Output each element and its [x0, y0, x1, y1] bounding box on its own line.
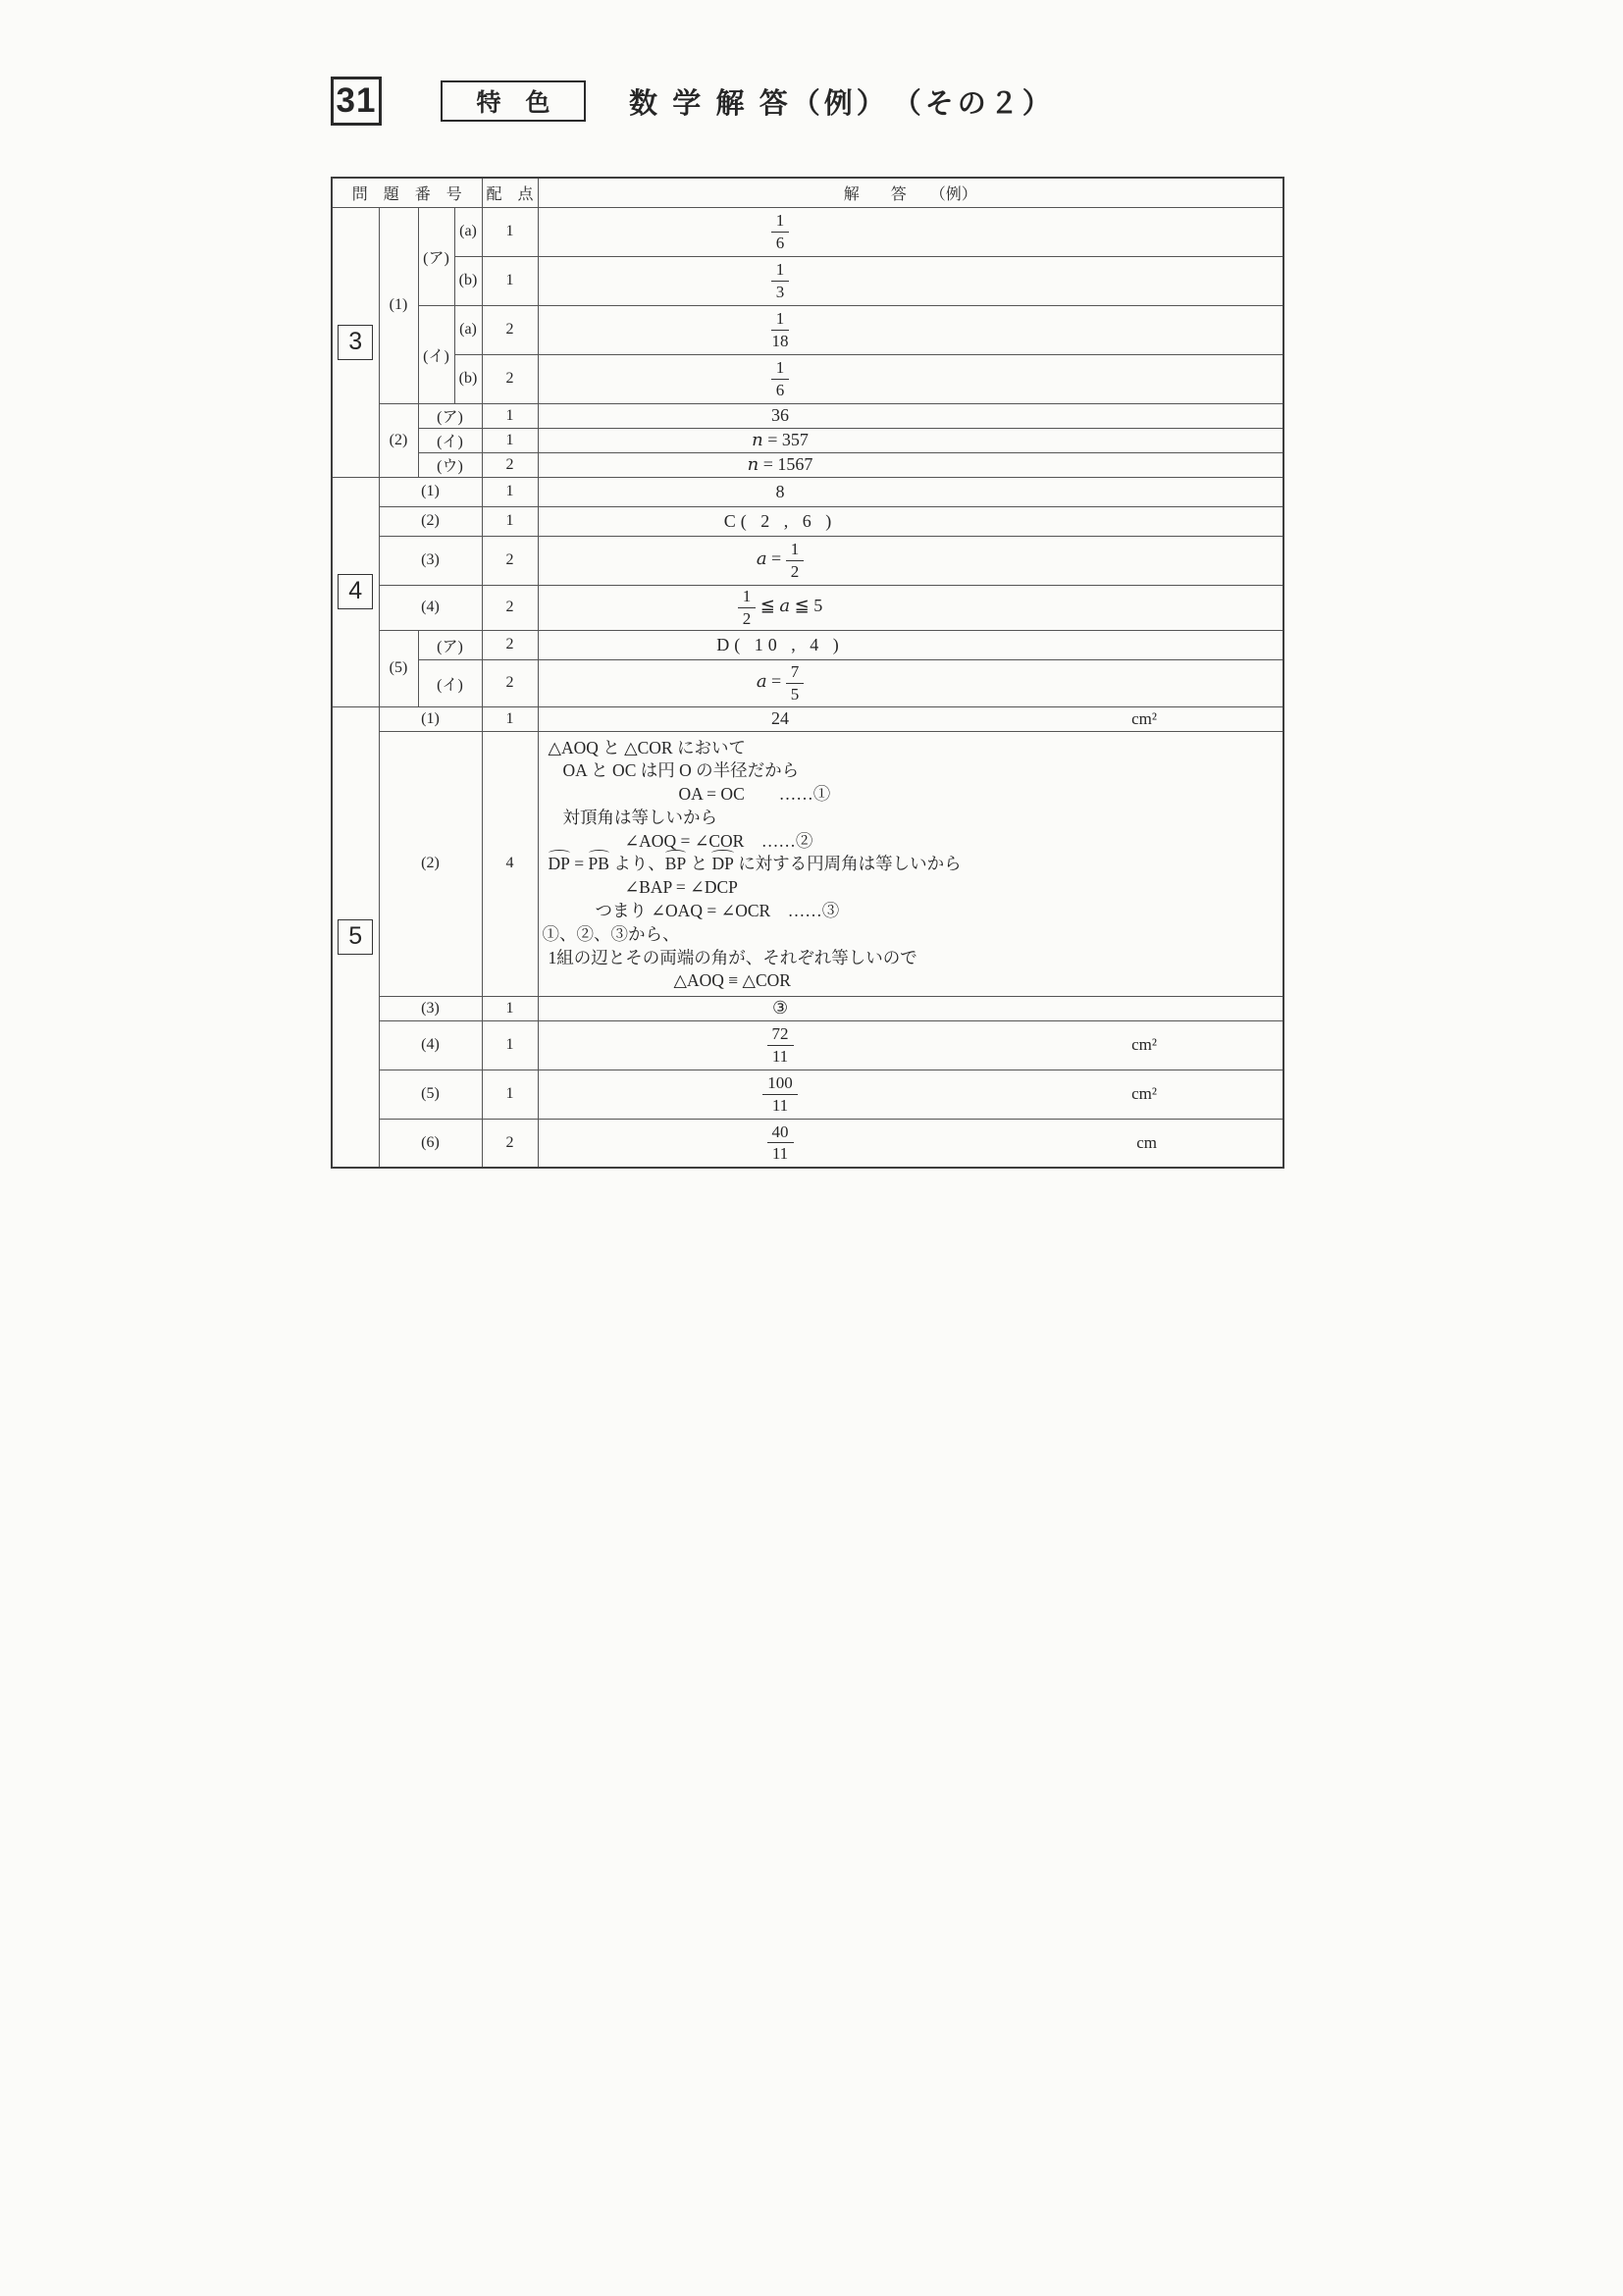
fraction: $\frac{1}{6}$ — [771, 211, 790, 252]
table-row — [332, 630, 1283, 659]
p3-part1-ki-a-label: (a) — [454, 305, 482, 354]
p3-part1-ki-label: (イ) — [418, 305, 454, 403]
equals-sign: = — [766, 548, 786, 569]
proof-text: と — [686, 854, 712, 874]
table-row — [332, 1119, 1283, 1168]
p3-part1-ka-b-answer — [538, 256, 1283, 305]
problem4-number-cell — [332, 477, 379, 706]
answer-text: = 1567 — [759, 454, 813, 474]
answer-value — [539, 309, 1022, 350]
p3-part2-ki-label: (イ) — [418, 428, 482, 452]
answer-value: ③ — [771, 998, 789, 1018]
proof-line-arcs — [539, 853, 1278, 876]
fraction: $\frac{40}{11}$ — [767, 1122, 794, 1164]
p3-part1-ka-a-points: 1 — [482, 207, 538, 256]
answer-value — [539, 430, 1022, 450]
unit-label: cm² — [1131, 1035, 1157, 1054]
table-row — [332, 659, 1283, 706]
p4-part1-label: (1) — [379, 477, 482, 506]
p5-part3-answer — [538, 996, 1283, 1020]
p4-part5-label: (5) — [379, 630, 418, 706]
page-header — [331, 77, 1055, 126]
proof-line: ∠AOQ = ∠COR ……② — [624, 830, 813, 851]
math-variable: n — [747, 454, 759, 475]
answer-value: C( 2 , 6 ) — [723, 510, 837, 531]
p4-part5-ka-points: 2 — [482, 630, 538, 659]
p3-part1-label: (1) — [379, 207, 418, 403]
answer-value: 36 — [771, 405, 789, 425]
proof-line: つまり ∠OAQ = ∠OCR ……③ — [595, 901, 840, 921]
p3-part1-ka-b-points: 1 — [482, 256, 538, 305]
math-variable: a — [779, 596, 791, 617]
answer-value — [539, 587, 1022, 628]
p4-part2-points: 1 — [482, 506, 538, 536]
fraction: $\frac{1}{6}$ — [771, 358, 790, 399]
p3-part1-ka-a-answer — [538, 207, 1283, 256]
proof-text: より、 — [608, 854, 665, 874]
p5-part1-label: (1) — [379, 706, 482, 731]
answer-value — [539, 662, 1022, 704]
p3-part1-ki-a-points: 2 — [482, 305, 538, 354]
unit-label: cm² — [1131, 708, 1157, 728]
p4-part5-ki-points: 2 — [482, 659, 538, 706]
unit-label: cm — [1136, 1132, 1157, 1152]
fraction: $\frac{1}{18}$ — [771, 308, 789, 350]
table-row — [332, 1070, 1283, 1119]
answer-value — [539, 454, 1022, 475]
proof-line: ∠BAP = ∠DCP — [624, 877, 738, 898]
math-variable: a — [756, 548, 767, 570]
answer-value: D( 10 , 4 ) — [716, 634, 844, 654]
fraction: $\frac{100}{11}$ — [762, 1073, 798, 1115]
table-row — [332, 706, 1283, 731]
arc-bp: BP — [665, 853, 686, 876]
proof-line: △AOQ と △COR において — [548, 737, 746, 757]
table-row — [332, 305, 1283, 354]
math-variable: a — [756, 671, 767, 693]
p5-part4-label: (4) — [379, 1020, 482, 1070]
proof-line: OA と OC は円 O の半径だから — [562, 760, 800, 781]
p5-part2-proof — [538, 731, 1283, 996]
p3-part1-ka-b-label: (b) — [454, 256, 482, 305]
p3-part2-ki-points: 1 — [482, 428, 538, 452]
inequality-tail: ≦ 5 — [790, 596, 823, 616]
fraction: $\frac{1}{2}$ — [786, 540, 805, 581]
problem4-number: 4 — [338, 574, 373, 609]
table-row — [332, 731, 1283, 996]
arc-dp2: DP — [711, 853, 733, 876]
answer-value — [539, 1073, 1022, 1115]
arc-pb: PB — [589, 853, 609, 876]
p3-part2-ki-answer — [538, 428, 1283, 452]
category-box — [441, 80, 586, 122]
p3-part1-ki-b-points: 2 — [482, 354, 538, 403]
p5-part2-points: 4 — [482, 731, 538, 996]
proof-line: △AOQ ≡ △COR — [673, 970, 791, 991]
answer-value — [539, 260, 1022, 301]
table-header-row — [332, 178, 1283, 207]
answer-text: = 357 — [762, 430, 809, 449]
proof-line: ①、②、③から、 — [542, 923, 680, 944]
fraction: $\frac{72}{11}$ — [767, 1024, 794, 1066]
table-row — [332, 477, 1283, 506]
p3-part2-ku-label: (ウ) — [418, 452, 482, 477]
p4-part4-label: (4) — [379, 585, 482, 630]
p3-part1-ka-a-label: (a) — [454, 207, 482, 256]
problem3-number-cell — [332, 207, 379, 477]
p5-part4-points: 1 — [482, 1020, 538, 1070]
p4-part4-points: 2 — [482, 585, 538, 630]
page-title: 数 学 解 答（例） （その２） — [629, 87, 1055, 120]
problem5-number: 5 — [338, 919, 373, 955]
table-row — [332, 536, 1283, 585]
answer-value: 8 — [775, 481, 785, 501]
p4-part5-ka-answer — [538, 630, 1283, 659]
p4-part5-ka-label: (ア) — [418, 630, 482, 659]
answer-value — [539, 211, 1022, 252]
answer-value — [539, 1024, 1022, 1066]
col-header-points: 配 点 — [482, 178, 538, 207]
exam-number-box — [331, 77, 382, 126]
table-row — [332, 403, 1283, 428]
equals-sign: = — [766, 671, 786, 692]
answer-value — [539, 358, 1022, 399]
p5-part5-answer — [538, 1070, 1283, 1119]
answer-value: 24 — [771, 708, 789, 728]
p4-part3-answer — [538, 536, 1283, 585]
table-row — [332, 354, 1283, 403]
answer-value — [539, 1122, 1022, 1164]
proof-line: 1組の辺とその両端の角が、それぞれ等しいので — [548, 947, 917, 967]
problem5-number-cell — [332, 706, 379, 1168]
p4-part1-points: 1 — [482, 477, 538, 506]
table-row — [332, 256, 1283, 305]
p3-part2-ka-answer — [538, 403, 1283, 428]
table-row — [332, 585, 1283, 630]
p4-part2-label: (2) — [379, 506, 482, 536]
p5-part6-answer — [538, 1119, 1283, 1168]
answer-table — [331, 177, 1284, 1169]
col-header-number: 問 題 番 号 — [332, 178, 482, 207]
table-row — [332, 1020, 1283, 1070]
p4-part5-ki-label: (イ) — [418, 659, 482, 706]
p4-part3-label: (3) — [379, 536, 482, 585]
p5-part3-points: 1 — [482, 996, 538, 1020]
p3-part2-ka-label: (ア) — [418, 403, 482, 428]
problem3-number: 3 — [338, 325, 373, 360]
p5-part6-points: 2 — [482, 1119, 538, 1168]
p3-part2-label: (2) — [379, 403, 418, 477]
p4-part3-points: 2 — [482, 536, 538, 585]
p5-part5-points: 1 — [482, 1070, 538, 1119]
p5-part1-points: 1 — [482, 706, 538, 731]
p5-part2-label: (2) — [379, 731, 482, 996]
p3-part2-ku-answer — [538, 452, 1283, 477]
table-row — [332, 428, 1283, 452]
proof-line: OA = OC ……① — [678, 784, 831, 805]
table-row — [332, 996, 1283, 1020]
unit-label: cm² — [1131, 1084, 1157, 1103]
fraction: $\frac{7}{5}$ — [786, 662, 805, 704]
p5-part4-answer — [538, 1020, 1283, 1070]
table-row — [332, 207, 1283, 256]
proof-text: = — [569, 854, 589, 874]
answer-value — [539, 540, 1022, 581]
p3-part2-ka-points: 1 — [482, 403, 538, 428]
fraction: $\frac{1}{2}$ — [738, 587, 757, 628]
p5-part3-label: (3) — [379, 996, 482, 1020]
p4-part5-ki-answer — [538, 659, 1283, 706]
p3-part1-ka-label: (ア) — [418, 207, 454, 305]
p5-part6-label: (6) — [379, 1119, 482, 1168]
p4-part4-answer — [538, 585, 1283, 630]
p4-part1-answer — [538, 477, 1283, 506]
p3-part1-ki-a-answer — [538, 305, 1283, 354]
table-row — [332, 506, 1283, 536]
col-header-answer: 解 答 （例） — [538, 178, 1283, 207]
p3-part2-ku-points: 2 — [482, 452, 538, 477]
p3-part1-ki-b-label: (b) — [454, 354, 482, 403]
exam-number: 31 — [336, 81, 377, 120]
table-row — [332, 452, 1283, 477]
fraction: $\frac{1}{3}$ — [771, 260, 790, 301]
proof-text: に対する円周角は等しいから — [733, 854, 962, 874]
p3-part1-ki-b-answer — [538, 354, 1283, 403]
category-label: 特 色 — [476, 90, 550, 117]
p5-part1-answer — [538, 706, 1283, 731]
math-variable: n — [752, 430, 763, 450]
p5-part5-label: (5) — [379, 1070, 482, 1119]
proof-line: 対頂角は等しいから — [562, 807, 717, 827]
inequality-sign: ≦ — [756, 596, 780, 616]
arc-dp: DP — [549, 853, 570, 876]
p4-part2-answer — [538, 506, 1283, 536]
